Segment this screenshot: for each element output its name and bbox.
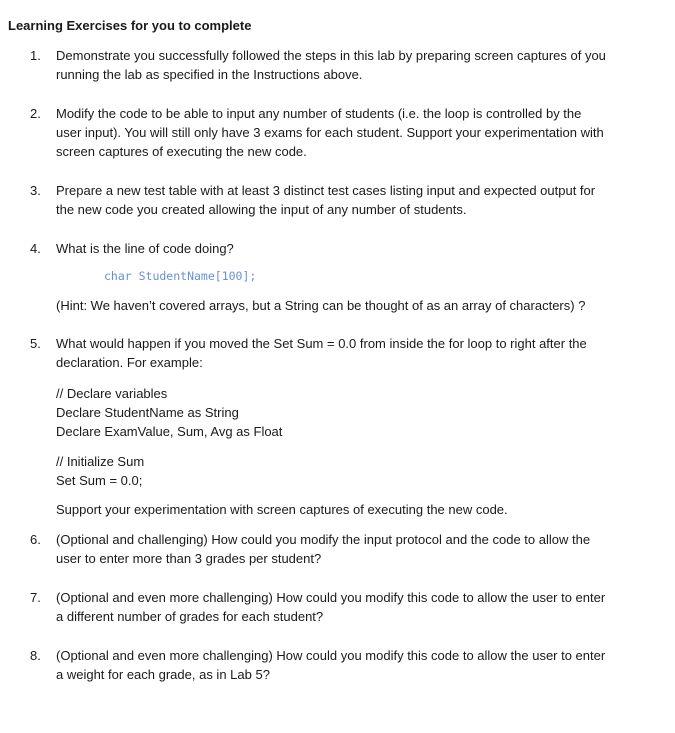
item-text — [56, 588, 646, 626]
item-number: 7. — [30, 590, 41, 605]
item-line: user input). You will still only have 3 exams for each student. Support your experimentation with — [56, 125, 604, 140]
item-number: 8. — [30, 648, 41, 663]
pseudocode-line: // Declare variables — [56, 386, 168, 401]
code-snippet: char StudentName[100]; — [104, 269, 257, 283]
support-text: Support your experimentation with screen captures of executing the new code. — [56, 502, 508, 517]
item-text — [56, 530, 646, 568]
item-line: What would happen if you moved the Set Sum = 0.0 from inside the for loop to right after the — [56, 336, 587, 351]
item-text — [56, 646, 646, 684]
item-line: (Optional and challenging) How could you modify the input protocol and the code to allow the — [56, 532, 591, 547]
section-heading: Learning Exercises for you to complete — [8, 18, 252, 33]
pseudocode-line: // Initialize Sum — [56, 454, 145, 469]
item-number: 3. — [30, 183, 41, 198]
pseudocode-line: Declare ExamValue, Sum, Avg as Float — [56, 424, 283, 439]
pseudocode-line: Declare StudentName as String — [56, 405, 239, 420]
item-line: (Optional and even more challenging) How could you modify this code to allow the user to enter — [56, 590, 606, 605]
item-line: Modify the code to be able to input any number of students (i.e. the loop is controlled by the — [56, 106, 582, 121]
item-line: Demonstrate you successfully followed the steps in this lab by preparing screen captures of you — [56, 48, 606, 63]
item-text — [56, 104, 646, 161]
item-number: 1. — [30, 48, 41, 63]
item-number: 6. — [30, 532, 41, 547]
hint-text: (Hint: We haven’t covered arrays, but a String can be thought of as an array of characters) ? — [56, 298, 586, 313]
item-text — [56, 46, 646, 84]
item-number: 2. — [30, 106, 41, 121]
item-text — [56, 334, 646, 372]
item-number: 5. — [30, 336, 41, 351]
item-line: Prepare a new test table with at least 3 distinct test cases listing input and expected output for — [56, 183, 596, 198]
item-line: the new code you created allowing the input of any number of students. — [56, 202, 467, 217]
item-line: user to enter more than 3 grades per student? — [56, 551, 322, 566]
item-line: a weight for each grade, as in Lab 5? — [56, 667, 270, 682]
item-text — [56, 239, 646, 258]
item-number: 4. — [30, 241, 41, 256]
item-line: a different number of grades for each student? — [56, 609, 324, 624]
item-line: running the lab as specified in the Instructions above. — [56, 67, 363, 82]
pseudocode-line: Set Sum = 0.0; — [56, 473, 143, 488]
item-text — [56, 181, 646, 219]
item-line: screen captures of executing the new code. — [56, 144, 307, 159]
item-line: What is the line of code doing? — [56, 241, 234, 256]
item-line: (Optional and even more challenging) How could you modify this code to allow the user to enter — [56, 648, 606, 663]
item-line: declaration. For example: — [56, 355, 203, 370]
